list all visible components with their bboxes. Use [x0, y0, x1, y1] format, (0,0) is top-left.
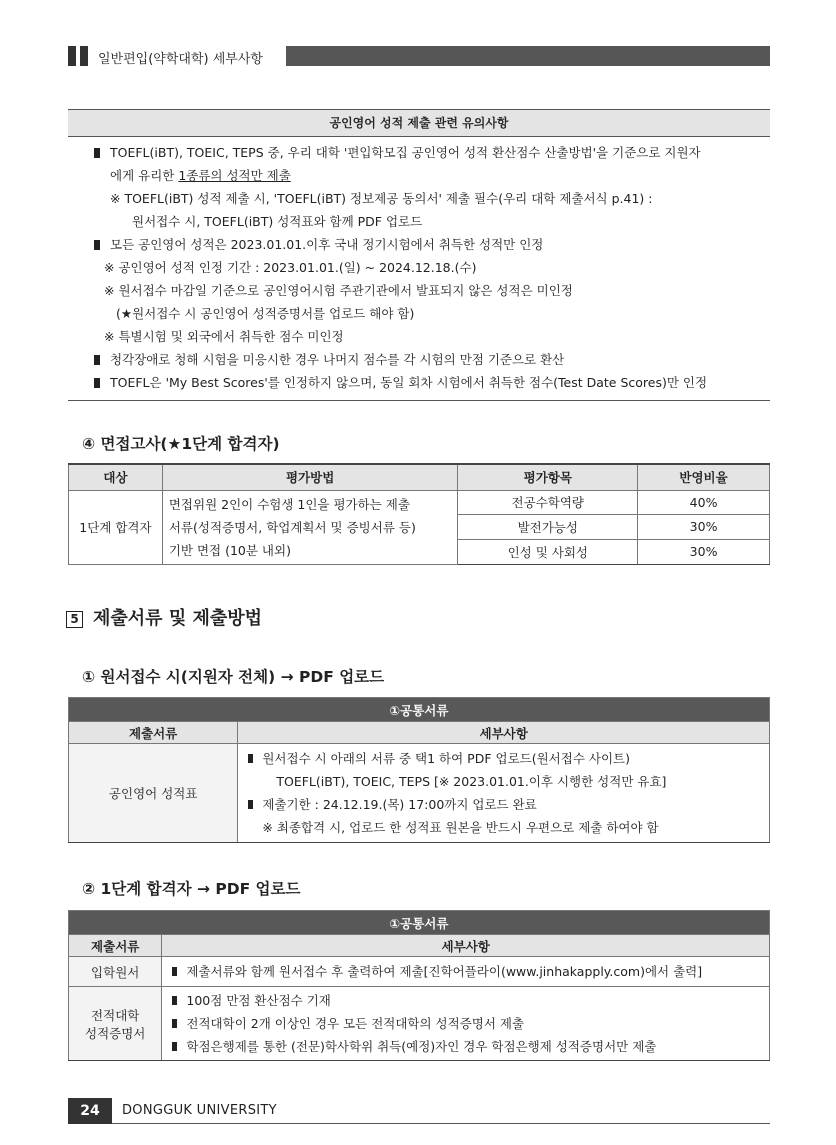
- subsection-heading: ② 1단계 합격자 → PDF 업로드: [82, 880, 301, 898]
- method-line: 서류(성적증명서, 학업계획서 및 증빙서류 등): [168, 519, 416, 535]
- method-line: 면접위원 2인이 수험생 1인을 평가하는 제출: [168, 496, 410, 512]
- detail-line: 전적대학이 2개 이상인 경우 모든 전적대학의 성적증명서 제출: [172, 1012, 759, 1035]
- interview-table: [68, 463, 770, 565]
- section-number: 5: [66, 611, 83, 628]
- notice-line: TOEFL은 'My Best Scores'를 인정하지 않으며, 동일 회차 시험에서 취득한 점수(Test Date Scores)만 인정: [68, 371, 770, 394]
- notice-line: TOEFL(iBT), TOEIC, TEPS 중, 우리 대학 '편입학모집 공인영어 성적 환산점수 산출방법'을 기준으로 지원자: [68, 141, 770, 164]
- detail-line: 제출기한 : 24.12.19.(목) 17:00까지 업로드 완료: [248, 793, 759, 816]
- method-cell: [162, 490, 458, 564]
- notice-line: ※ 원서접수 마감일 기준으로 공인영어시험 주관기관에서 발표되지 않은 성적은 미인정: [104, 283, 573, 298]
- notice-text: 에게 유리한: [110, 168, 179, 183]
- column-header: 평가방법: [162, 464, 458, 490]
- detail-line: 제출서류와 함께 원서접수 후 출력하여 제출[진학어플라이(www.jinhakapply.com)에서 출력]: [172, 960, 759, 983]
- header-fill-bar: [286, 46, 770, 66]
- detail-line: 100점 만점 환산점수 기재: [172, 989, 759, 1012]
- ratio-cell: 30%: [638, 539, 770, 564]
- column-header: 제출서류: [69, 935, 162, 957]
- detail-line: TOEFL(iBT), TOEIC, TEPS [※ 2023.01.01.이후 시행한 성적만 유효]: [276, 774, 667, 789]
- category-line: 전적대학: [91, 1007, 140, 1023]
- column-header: 세부사항: [162, 935, 770, 957]
- ratio-cell: 30%: [638, 515, 770, 540]
- item-cell: 인성 및 사회성: [458, 539, 638, 564]
- header-title: 일반편입(약학대학) 세부사항: [98, 52, 263, 67]
- notice-underlined-text: 1종류의 성적만 제출: [178, 168, 291, 183]
- detail-line: ※ 최종합격 시, 업로드 한 성적표 원본을 반드시 우편으로 제출 하여야 함: [262, 820, 659, 835]
- notice-line: ※ 특별시험 및 외국에서 취득한 점수 미인정: [104, 329, 344, 344]
- notice-line: [68, 164, 770, 187]
- notice-heading: 공인영어 성적 제출 관련 유의사항: [68, 109, 770, 137]
- ratio-cell: 40%: [638, 490, 770, 515]
- application-documents-table: [68, 697, 770, 843]
- notice-line: (★원서접수 시 공인영어 성적증명서를 업로드 해야 함): [116, 306, 415, 321]
- page-header: [68, 46, 770, 66]
- item-cell: 전공수학역량: [458, 490, 638, 515]
- header-bar-mark: [80, 46, 88, 66]
- column-header: 대상: [69, 464, 163, 490]
- section-title: 제출서류 및 제출방법: [93, 608, 263, 629]
- item-cell: 발전가능성: [458, 515, 638, 540]
- english-score-notice: [68, 109, 770, 401]
- document-details: [162, 987, 770, 1061]
- page-number: 24: [68, 1098, 112, 1124]
- university-name: DONGGUK UNIVERSITY: [122, 1103, 277, 1118]
- document-details: [162, 957, 770, 987]
- column-header: 제출서류: [69, 722, 238, 744]
- method-line: 기반 면접 (10분 내외): [168, 542, 291, 558]
- column-header: 세부사항: [238, 722, 770, 744]
- column-header: 반영비율: [638, 464, 770, 490]
- notice-line: 청각장애로 청해 시험을 미응시한 경우 나머지 점수를 각 시험의 만점 기준으로 환산: [68, 348, 770, 371]
- subsection-heading: ① 원서접수 시(지원자 전체) → PDF 업로드: [82, 668, 385, 686]
- document-category: [69, 987, 162, 1061]
- detail-line: 원서접수 시 아래의 서류 중 택1 하여 PDF 업로드(원서접수 사이트): [248, 747, 759, 770]
- notice-line: ※ TOEFL(iBT) 성적 제출 시, 'TOEFL(iBT) 정보제공 동의서' 제출 필수(우리 대학 제출서식 p.41) :: [110, 191, 653, 206]
- table-band: ①공통서류: [69, 911, 770, 935]
- target-cell: 1단계 합격자: [69, 490, 163, 564]
- section-heading: [66, 604, 262, 630]
- document-category: 입학원서: [69, 957, 162, 987]
- table-band: ①공통서류: [69, 698, 770, 722]
- category-line: 성적증명서: [85, 1025, 146, 1041]
- notice-line: 원서접수 시, TOEFL(iBT) 성적표와 함께 PDF 업로드: [132, 214, 423, 229]
- column-header: 평가항목: [458, 464, 638, 490]
- notice-line: ※ 공인영어 성적 인정 기간 : 2023.01.01.(일) ~ 2024.12.18.(수): [104, 260, 477, 275]
- stage1-documents-table: [68, 910, 770, 1061]
- interview-heading: ④ 면접고사(★1단계 합격자): [82, 435, 280, 453]
- notice-line: 모든 공인영어 성적은 2023.01.01.이후 국내 정기시험에서 취득한 성적만 인정: [68, 233, 770, 256]
- page-footer: [68, 1098, 770, 1124]
- document-details: [238, 744, 770, 843]
- notice-body: [68, 137, 770, 401]
- detail-line: 학점은행제를 통한 (전문)학사학위 취득(예정)자인 경우 학점은행제 성적증명서만 제출: [172, 1035, 759, 1058]
- header-bar-mark: [68, 46, 76, 66]
- document-category: 공인영어 성적표: [69, 744, 238, 843]
